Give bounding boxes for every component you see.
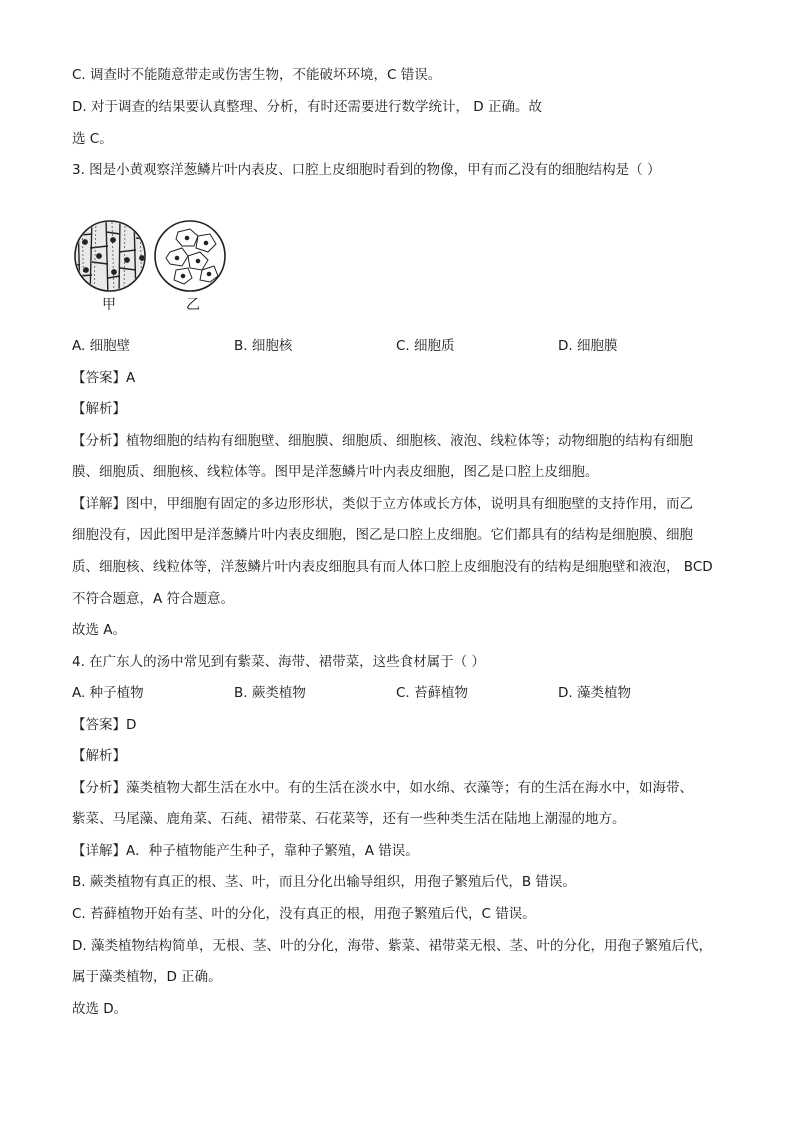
q3-option-a: A. 细胞壁 (72, 338, 131, 354)
cheek-cells-illustration (155, 221, 225, 291)
analysis-label: 【解析】 (72, 748, 126, 764)
q3-option-d: D. 细胞膜 (558, 338, 618, 354)
question-4: 4. 在广东人的汤中常见到有紫菜、海带、裙带菜，这些食材属于（ ） (72, 654, 485, 670)
q4-option-d: D. 藻类植物 (558, 685, 631, 701)
text-line: 膜、细胞质、细胞核、线粒体等。图甲是洋葱鳞片叶内表皮细胞，图乙是口腔上皮细胞。 (72, 464, 599, 480)
figure-label-b: 乙 (186, 297, 200, 313)
q4-option-b: B. 蕨类植物 (234, 685, 306, 701)
onion-cells-illustration (70, 218, 150, 298)
text-line: B. 蕨类植物有真正的根、茎、叶，而且分化出输导组织，用孢子繁殖后代，B 错误。 (72, 874, 576, 890)
figure-label-a: 甲 (102, 297, 116, 313)
q3-option-c: C. 细胞质 (396, 338, 455, 354)
text-line: 属于藻类植物，D 正确。 (72, 969, 222, 985)
q4-option-a: A. 种子植物 (72, 685, 144, 701)
q4-option-c: C. 苔藓植物 (396, 685, 469, 701)
text-line: 【分析】植物细胞的结构有细胞壁、细胞膜、细胞质、细胞核、液泡、线粒体等；动物细胞的结构有细胞 (72, 433, 693, 449)
text-line: 【分析】藻类植物大都生活在水中。有的生活在淡水中，如水绵、衣藻等；有的生活在海水中，如海带、 (72, 780, 693, 796)
text-line: 故选 A。 (72, 622, 127, 638)
text-line: C. 调查时不能随意带走或伤害生物，不能破坏环境，C 错误。 (72, 67, 442, 83)
question-3: 3. 图是小黄观察洋葱鳞片叶内表皮、口腔上皮细胞时看到的物像，甲有而乙没有的细胞结构是（ ） (72, 162, 661, 178)
text-line: 紫菜、马尾藻、鹿角菜、石莼、裙带菜、石花菜等，还有一些种类生活在陆地上潮湿的地方。 (72, 811, 626, 827)
text-line: D. 藻类植物结构简单，无根、茎、叶的分化，海带、紫菜、裙带菜无根、茎、叶的分化，用孢子繁殖后代， (72, 938, 712, 954)
text-line: 不符合题意，A 符合题意。 (72, 591, 235, 607)
text-line: 【详解】图中，甲细胞有固定的多边形形状，类似于立方体或长方体，说明具有细胞壁的支持作用，而乙 (72, 496, 693, 512)
answer-label: 【答案】D (72, 717, 137, 733)
text-line: 细胞没有，因此图甲是洋葱鳞片叶内表皮细胞，图乙是口腔上皮细胞。它们都具有的结构是细胞膜、细胞 (72, 527, 693, 543)
text-line: 选 C。 (72, 131, 113, 147)
q3-option-b: B. 细胞核 (234, 338, 293, 354)
answer-label: 【答案】A (72, 370, 136, 386)
text-line: 故选 D。 (72, 1001, 128, 1017)
text-line: 【详解】A．种子植物能产生种子，靠种子繁殖，A 错误。 (72, 843, 419, 859)
text-line: D. 对于调查的结果要认真整理、分析，有时还需要进行数学统计， D 正确。故 (72, 99, 542, 115)
text-line: C. 苔藓植物开始有茎、叶的分化，没有真正的根，用孢子繁殖后代，C 错误。 (72, 906, 536, 922)
cell-figure (70, 218, 230, 298)
text-line: 质、细胞核、线粒体等，洋葱鳞片叶内表皮细胞具有而人体口腔上皮细胞没有的结构是细胞壁和液泡， BCD (72, 559, 713, 575)
analysis-label: 【解析】 (72, 401, 126, 417)
